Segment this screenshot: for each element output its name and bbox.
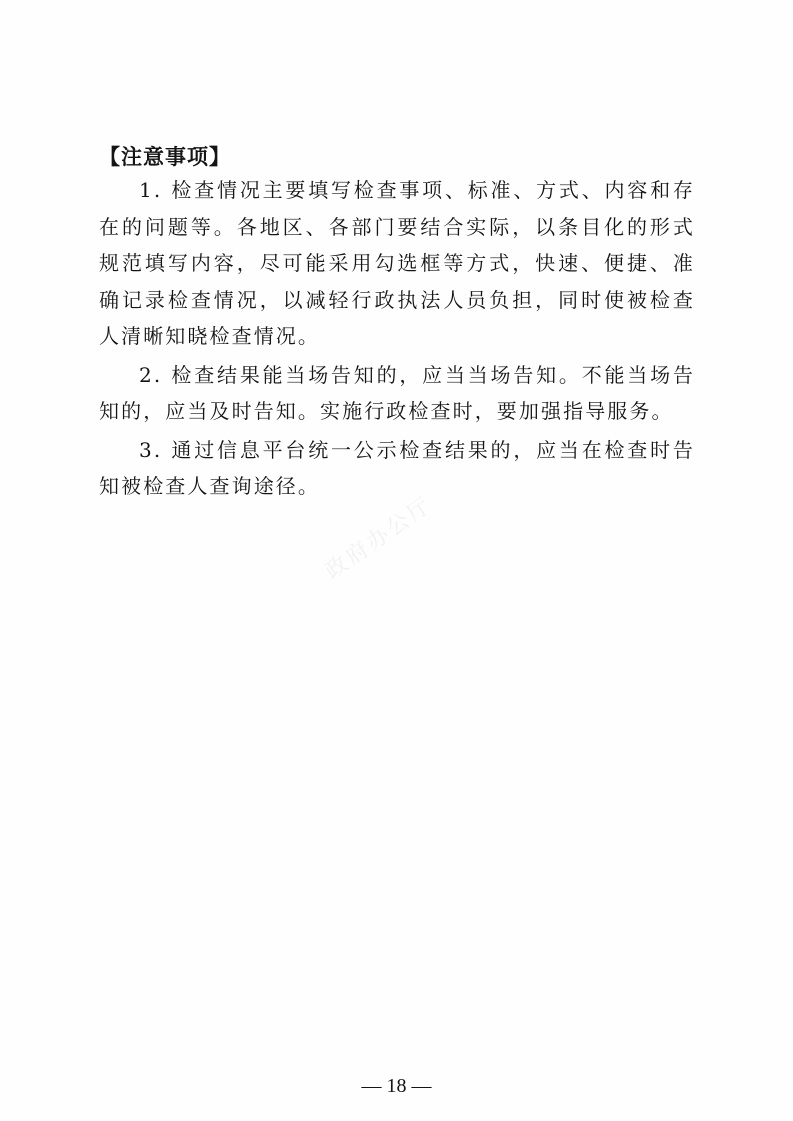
note-item-2: 2. 检查结果能当场告知的，应当当场告知。不能当场告知的，应当及时告知。实施行政检查时，要加强指导服务。 — [99, 362, 695, 423]
notes-heading: 【注意事项】 — [99, 145, 231, 169]
page-number: — 18 — — [361, 1075, 432, 1097]
watermark: 政府办公厅 — [320, 492, 438, 585]
notes-body — [99, 172, 695, 507]
note-item-1: 1. 检查情况主要填写检查事项、标准、方式、内容和存在的问题等。各地区、各部门要结合实际，以条目化的形式规范填写内容，尽可能采用勾选框等方式，快速、便捷、准确记录检查情况，以减轻行政执法人员负担，同时使被检查人清晰知晓检查情况。 — [99, 178, 695, 348]
note-item-3: 3. 通过信息平台统一公示检查结果的，应当在检查时告知被检查人查询途径。 — [99, 437, 695, 498]
